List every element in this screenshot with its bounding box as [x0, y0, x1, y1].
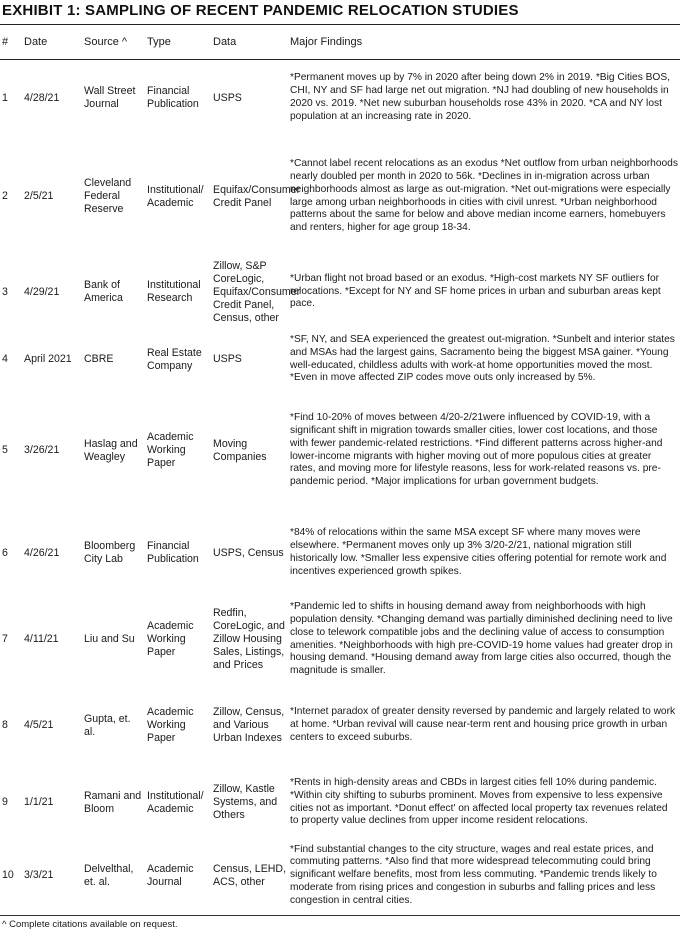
cell-type-text: Real Estate Company [147, 346, 202, 372]
cell-findings [290, 682, 678, 769]
cell-findings-text: *SF, NY, and SEA experienced the greatest out-migration. *Sunbelt and interior states and MSAs had the largest gains, Sacramento being the biggest MSA gainer. *Young well-educated, childless adults with work-at home opportunities moved the most. *Even in move affected ZIP codes move outs only increased by 5%. [290, 333, 675, 384]
cell-num-text: 3 [2, 285, 8, 298]
cell-date [24, 136, 84, 257]
cell-findings [290, 509, 678, 597]
cell-data [213, 392, 289, 509]
cell-source [84, 597, 144, 682]
cell-num [2, 60, 22, 136]
table-row [0, 836, 680, 915]
cell-source [84, 327, 144, 392]
cell-date [24, 769, 84, 836]
cell-type [147, 60, 213, 136]
cell-num [2, 327, 22, 392]
cell-source [84, 257, 144, 327]
cell-data [213, 60, 289, 136]
cell-num [2, 769, 22, 836]
cell-num-text: 1 [2, 91, 8, 104]
cell-date-text: 4/11/21 [24, 633, 59, 645]
cell-type [147, 597, 213, 682]
cell-findings-text: *Find substantial changes to the city structure, wages and real estate prices, and commuting patterns. *Also find that more widespread telecommuting could bring significant welfare benefits, most from less commuting. *Pandemic trends likely to moderate from rising prices and congestion in suburbs and falling prices and less congestion in central cities. [290, 843, 657, 906]
cell-findings [290, 257, 678, 327]
cell-source [84, 682, 144, 769]
cell-date-text: 2/5/21 [24, 190, 54, 202]
cell-date-text: 3/3/21 [24, 869, 54, 881]
cell-type [147, 136, 213, 257]
cell-data [213, 836, 289, 915]
cell-num-text: 6 [2, 546, 8, 559]
cell-source-text: Haslag and Weagley [84, 437, 138, 463]
table-row [0, 60, 680, 136]
cell-findings-text: *Cannot label recent relocations as an exodus *Net outflow from urban neighborhoods nearly doubled per month in 2020 to 56k. *Declines in in-migration across urban neighborhoods almost as large as out-migration. *Net out-migrations were especially large among urban neighborhoods in cities with civil unrest. *Urban neighborhood patterns about the same for below and above median income earners, homebuyers and renters, higher for age group 18-34. [290, 158, 678, 234]
footnote: ^ Complete citations available on request. [2, 919, 178, 930]
cell-data [213, 257, 301, 327]
cell-num-text: 10 [2, 869, 14, 881]
cell-type [147, 327, 213, 392]
header-data: Data [213, 36, 237, 48]
table-row [0, 597, 680, 682]
cell-findings [290, 836, 678, 915]
cell-date [24, 597, 84, 682]
cell-date [24, 509, 84, 597]
cell-source-text: Gupta, et. al. [84, 712, 131, 738]
cell-findings-text: *Internet paradox of greater density reversed by pandemic and largely related to work at home. *Urban revival will cause near-term rent and housing price growth in urban centers to exceed suburbs. [290, 706, 676, 743]
cell-date [24, 60, 84, 136]
cell-data [213, 509, 289, 597]
cell-findings-text: *84% of relocations within the same MSA except SF where many moves were elsewhere. *Permanent moves only up 3% 3/20-2/21, national migration still historically low. *Smaller less expensive cities offering potential for remote work and incentives experienced growth spikes. [290, 527, 667, 577]
cell-num [2, 136, 22, 257]
cell-findings-text: *Find 10-20% of moves between 4/20-2/21were influenced by COVID-19, with a significant shift in migration towards smaller cities, lower cost locations, and those with fewer pandemic-related restrictions. *Find different patterns across higher-and lower-income migrants with higher moving out of more populous cities at greater rates, and moving more for lifestyle reasons, less for work-related reasons vs. pre-pandemic period. *Major implications for urban government budgets. [290, 412, 663, 488]
cell-data [213, 597, 289, 682]
cell-data-text: Redfin, CoreLogic, and Zillow Housing Sales, Listings, and Prices [213, 607, 285, 671]
cell-num-text: 5 [2, 444, 8, 456]
cell-type-text: Financial Publication [147, 540, 199, 565]
cell-date-text: 3/26/21 [24, 444, 60, 456]
cell-date [24, 327, 84, 392]
cell-source-text: Cleveland Federal Reserve [84, 177, 132, 215]
cell-source [84, 60, 144, 136]
cell-date [24, 682, 84, 769]
cell-findings-text: *Urban flight not broad based or an exodus. *High-cost markets NY SF outliers for relocations. *Except for NY and SF home prices in urban and suburban areas kept pace. [290, 272, 661, 310]
cell-source [84, 836, 144, 915]
cell-type-text: Financial Publication [147, 85, 199, 110]
cell-type-text: Academic Working Paper [147, 431, 194, 469]
cell-findings [290, 136, 678, 257]
cell-type [147, 509, 213, 597]
cell-num [2, 597, 22, 682]
table-row [0, 136, 680, 257]
exhibit-title: EXHIBIT 1: SAMPLING OF RECENT PANDEMIC RELOCATION STUDIES [2, 2, 519, 19]
cell-date-text: April 2021 [24, 353, 72, 365]
cell-source-text: Bloomberg City Lab [84, 540, 136, 565]
header-type: Type [147, 36, 171, 48]
cell-data-text: Equifax/Consumer Credit Panel [213, 183, 301, 209]
cell-source [84, 509, 144, 597]
cell-data-text: Census, LEHD, ACS, other [213, 862, 287, 888]
cell-findings [290, 327, 678, 392]
cell-type [147, 257, 213, 327]
cell-num-text: 8 [2, 719, 8, 731]
table-row [0, 769, 680, 836]
cell-type [147, 769, 213, 836]
cell-date-text: 4/28/21 [24, 91, 60, 104]
table-row [0, 392, 680, 509]
cell-source [84, 136, 144, 257]
cell-num [2, 257, 22, 327]
cell-num [2, 836, 22, 915]
cell-data [213, 136, 301, 257]
cell-date [24, 836, 84, 915]
cell-num [2, 682, 22, 769]
cell-type [147, 682, 213, 769]
cell-type [147, 392, 213, 509]
cell-date [24, 257, 84, 327]
cell-data-text: Moving Companies [213, 437, 267, 463]
header-findings: Major Findings [290, 36, 363, 48]
header-source: Source ^ [84, 36, 128, 48]
cell-source-text: Bank of America [84, 279, 123, 304]
table-bottom-rule [0, 915, 680, 916]
cell-findings [290, 769, 678, 836]
cell-findings-text: *Rents in high-density areas and CBDs in largest cities fell 10% during pandemic. *Within city shifting to suburbs prominent. Moves from expensive to less expensive cities not as important. *Donut effect' on affected local property tax revenues related to property value declines from upper income resident relocations. [290, 776, 668, 827]
cell-source-text: Wall Street Journal [84, 85, 136, 110]
cell-type-text: Academic Working Paper [147, 620, 194, 658]
cell-type-text: Institutional Research [147, 279, 201, 304]
header-num: # [2, 36, 9, 48]
cell-source-text: Delvelthal, et. al. [84, 862, 134, 888]
cell-source [84, 769, 144, 836]
cell-findings-text: *Permanent moves up by 7% in 2020 after being down 2% in 2019. *Big Cities BOS, CHI, NY and SF had large net out migration. *NJ had doubling of new households in 2020 vs. 2019. *Net new suburban households rose 43% in 2020. *CA and NY lost population at an increasing rate in 2020. [290, 72, 670, 122]
cell-data-text: USPS [213, 91, 242, 104]
cell-data-text: Zillow, Census, and Various Urban Indexes [213, 706, 285, 744]
cell-findings-text: *Pandemic led to shifts in housing demand away from neighborhoods with high population density. *Changing demand was partially diminished declining need to live close to telework compatible jobs and the declining value of access to consumption amenities. *Neighborhoods with high pre-COVID-19 home values had greater drop in housing demand. *Housing demand away from large cities also occurred, though the magnitude is smaller. [290, 601, 673, 677]
cell-data [213, 769, 289, 836]
cell-type-text: Academic Working Paper [147, 706, 194, 744]
header-date: Date [24, 36, 48, 48]
cell-date [24, 392, 84, 509]
cell-data-text: Zillow, Kastle Systems, and Others [213, 783, 278, 821]
cell-data-text: USPS [213, 353, 242, 365]
cell-source-text: CBRE [84, 353, 114, 365]
cell-source-text: Liu and Su [84, 633, 135, 645]
cell-type-text: Institutional/ Academic [147, 183, 204, 209]
cell-num-text: 9 [2, 796, 8, 808]
cell-date-text: 1/1/21 [24, 796, 54, 808]
cell-date-text: 4/29/21 [24, 285, 60, 298]
cell-findings [290, 597, 678, 682]
table-row [0, 327, 680, 392]
cell-num-text: 2 [2, 190, 8, 202]
cell-data-text: USPS, Census [213, 546, 284, 559]
cell-findings [290, 392, 678, 509]
cell-findings [290, 60, 678, 136]
cell-num-text: 4 [2, 353, 8, 365]
table-row [0, 509, 680, 597]
title-rule [0, 24, 680, 25]
table-row [0, 682, 680, 769]
cell-type [147, 836, 213, 915]
cell-num-text: 7 [2, 633, 8, 645]
cell-source-text: Ramani and Bloom [84, 789, 142, 815]
cell-data [213, 327, 289, 392]
cell-type-text: Academic Journal [147, 862, 194, 888]
cell-num [2, 509, 22, 597]
cell-date-text: 4/5/21 [24, 719, 54, 731]
cell-type-text: Institutional/ Academic [147, 789, 204, 815]
cell-date-text: 4/26/21 [24, 546, 60, 559]
cell-data [213, 682, 289, 769]
cell-data-text: Zillow, S&P CoreLogic, Equifax/Consumer Credit Panel, Census, other [213, 259, 301, 324]
cell-num [2, 392, 22, 509]
cell-source [84, 392, 144, 509]
table-row [0, 257, 680, 327]
